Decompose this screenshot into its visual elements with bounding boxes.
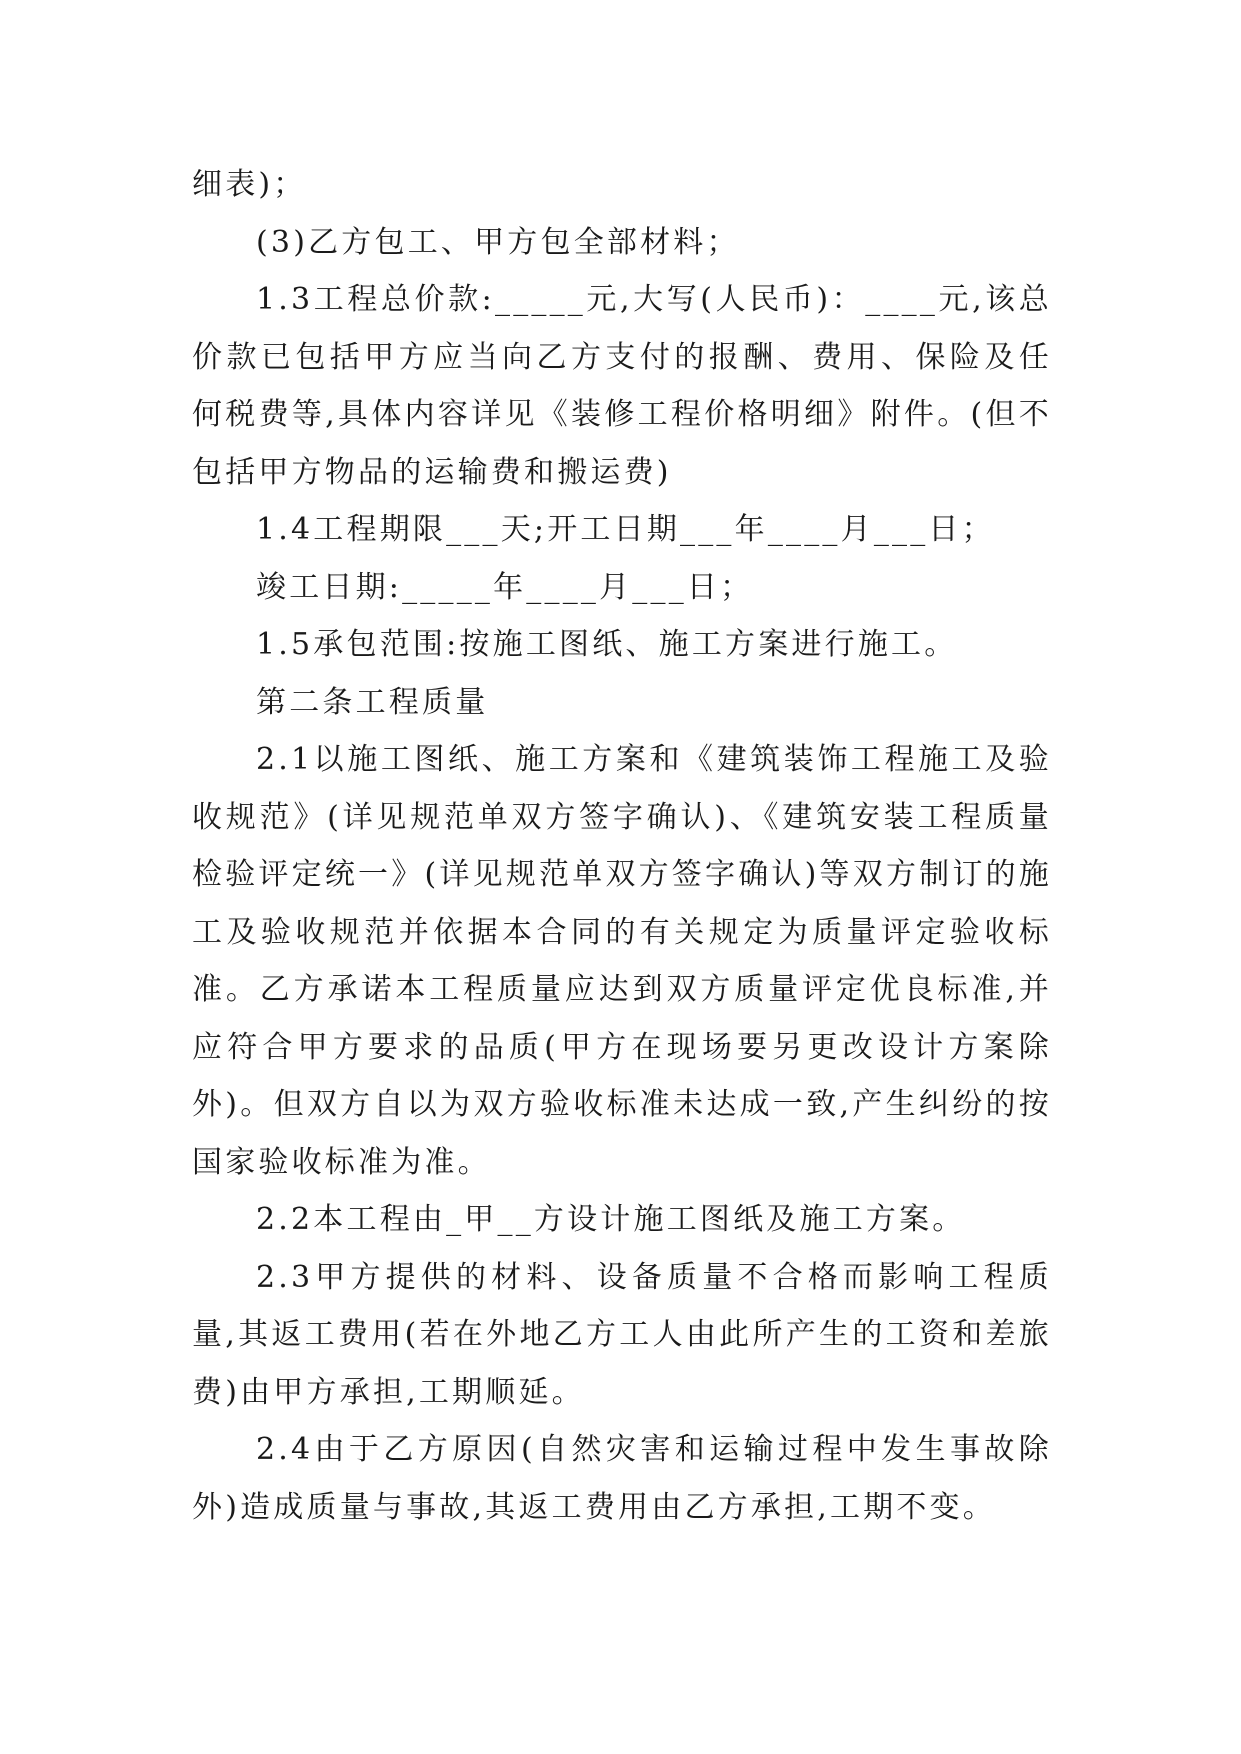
paragraph-4: 1.4工程期限___天;开工日期___年____月___日； — [256, 512, 995, 547]
paragraph-2: (3)乙方包工、甲方包全部材料； — [256, 224, 740, 260]
paragraph-1: 细表)； — [192, 167, 307, 202]
paragraph-5: 竣工日期:_____年____月___日； — [256, 569, 754, 605]
paragraph-10: 2.3甲方提供的材料、设备质量不合格而影响工程质量,其返工费用(若在外地乙方工人由此所产生的工资和差旅费)由甲方承担,工期顺延。 — [192, 1259, 1052, 1410]
paragraph-11: 2.4由于乙方原因(自然灾害和运输过程中发生事故除外)造成质量与事故,其返工费用由乙方承担,工期不变。 — [192, 1432, 1052, 1525]
section-heading: 第二条工程质量 — [256, 684, 489, 720]
paragraph-3: 1.3工程总价款:_____元,大写(人民币)：____元,该总价款已包括甲方应当向乙方支付的报酬、费用、保险及任何税费等,具体内容详见《装修工程价格明细》附件。(但不包括甲方物品的运输费和搬运费) — [192, 282, 1052, 490]
paragraph-8: 2.1以施工图纸、施工方案和《建筑装饰工程施工及验收规范》(详见规范单双方签字确认)、《建筑安装工程质量检验评定统一》(详见规范单双方签字确认)等双方制订的施工及验收规范并依据本合同的有关规定为质量评定验收标准。乙方承诺本工程质量应达到双方质量评定优良标准,并应符合甲方要求的品质(甲方在现场要另更改设计方案除外)。但双方自以为双方验收标准未达成一致,产生纠纷的按国家验收标准为准。 — [192, 742, 1052, 1180]
paragraph-6: 1.5承包范围:按施工图纸、施工方案进行施工。 — [256, 627, 958, 662]
paragraph-9: 2.2本工程由_甲__方设计施工图纸及施工方案。 — [256, 1202, 966, 1237]
document-body — [192, 156, 1052, 1536]
